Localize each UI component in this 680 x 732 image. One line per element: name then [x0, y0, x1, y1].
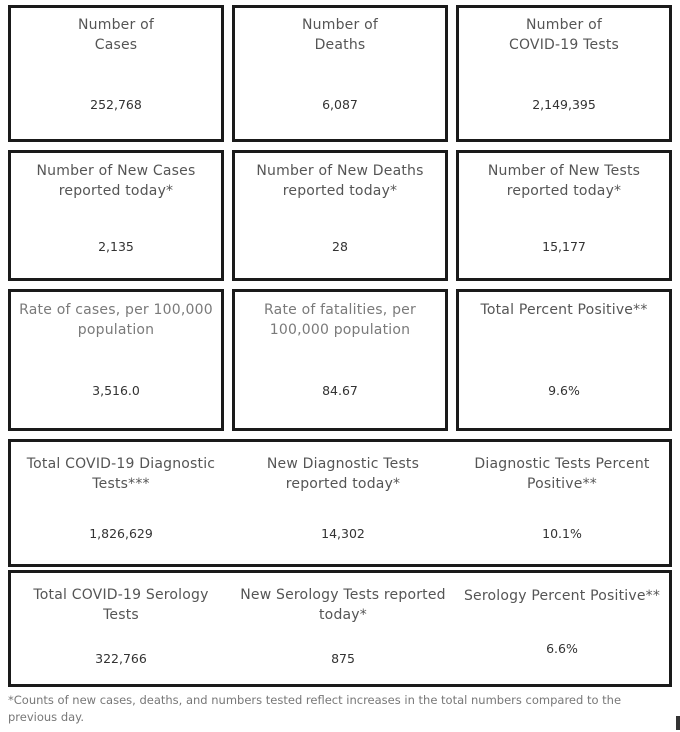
new-tests-label: Number of New Tests reported today* — [487, 163, 641, 199]
cases-label: Number of Cases — [78, 17, 154, 53]
fatality-rate-tile — [232, 289, 448, 431]
serology-new-cell — [231, 573, 455, 684]
deaths-label: Number of Deaths — [302, 17, 378, 53]
serology-positive-cell — [455, 573, 669, 684]
diagnostic-positive-value: 10.1% — [542, 526, 582, 541]
new-tests-value: 15,177 — [542, 239, 586, 254]
new-cases-value: 2,135 — [98, 239, 134, 254]
case-rate-tile — [8, 289, 224, 431]
serology-positive-label: Serology Percent Positive** — [463, 588, 661, 604]
tests-label: Number of COVID-19 Tests — [508, 17, 619, 53]
cases-tile — [8, 5, 224, 142]
diagnostic-total-cell — [11, 442, 231, 564]
fatality-rate-label: Rate of fatalities, per 100,000 population — [264, 302, 416, 338]
tests-tile — [456, 5, 672, 142]
serology-positive-value: 6.6% — [546, 641, 578, 656]
deaths-value: 6,087 — [322, 97, 358, 112]
diagnostic-total-label: Total COVID-19 Diagnostic Tests*** — [26, 456, 216, 492]
serology-tests-panel — [8, 570, 672, 687]
diagnostic-tests-panel — [8, 439, 672, 567]
new-cases-tile — [8, 150, 224, 281]
case-rate-value: 3,516.0 — [92, 383, 140, 398]
serology-total-value: 322,766 — [95, 651, 147, 666]
new-deaths-label: Number of New Deaths reported today* — [256, 163, 424, 199]
diagnostic-positive-cell — [455, 442, 669, 564]
diagnostic-positive-label: Diagnostic Tests Percent Positive** — [474, 456, 650, 492]
case-rate-label: Rate of cases, per 100,000 population — [19, 302, 213, 338]
diagnostic-total-value: 1,826,629 — [89, 526, 153, 541]
percent-positive-label: Total Percent Positive** — [480, 302, 648, 318]
cases-value: 252,768 — [90, 97, 142, 112]
new-deaths-tile — [232, 150, 448, 281]
serology-total-cell — [11, 573, 231, 684]
footnote: *Counts of new cases, deaths, and numbers tested reflect increases in the total numbers compared to the previous day. — [8, 693, 622, 724]
diagnostic-new-value: 14,302 — [321, 526, 365, 541]
serology-new-value: 875 — [331, 651, 355, 666]
edge-marker — [676, 716, 680, 730]
serology-new-label: New Serology Tests reported today* — [240, 587, 446, 623]
percent-positive-tile — [456, 289, 672, 431]
percent-positive-value: 9.6% — [548, 383, 580, 398]
new-deaths-value: 28 — [332, 239, 348, 254]
diagnostic-new-cell — [231, 442, 455, 564]
diagnostic-new-label: New Diagnostic Tests reported today* — [266, 456, 420, 492]
tests-value: 2,149,395 — [532, 97, 596, 112]
fatality-rate-value: 84.67 — [322, 383, 358, 398]
deaths-tile — [232, 5, 448, 142]
new-tests-tile — [456, 150, 672, 281]
new-cases-label: Number of New Cases reported today* — [36, 163, 196, 199]
serology-total-label: Total COVID-19 Serology Tests — [33, 587, 209, 623]
